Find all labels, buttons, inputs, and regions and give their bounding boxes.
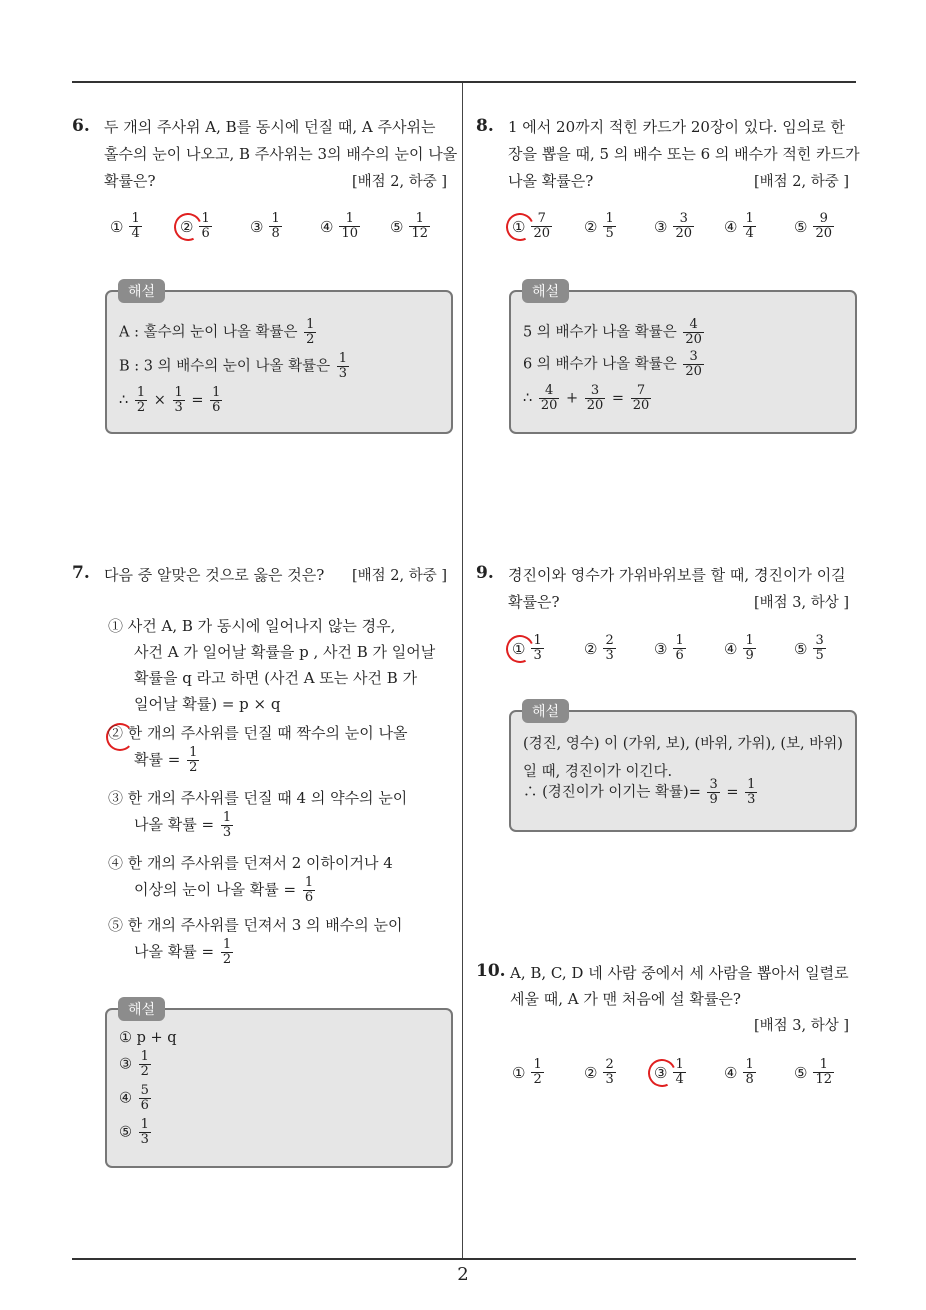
choice-number: ④ [320, 217, 334, 236]
solution-label: 해설 [522, 279, 569, 303]
solution-line: (경진, 영수) 이 (가위, 보), (바위, 가위), (보, 바위) [523, 736, 843, 752]
option-1-line: 사건 A 가 일어날 확률을 p , 사건 B 가 일어날 [134, 643, 436, 661]
choice-number: ⑤ [390, 217, 404, 236]
fraction: $\frac{3}{5}$ [815, 633, 824, 663]
choice-5[interactable] [794, 212, 836, 241]
choice-5[interactable] [390, 212, 432, 241]
choice-1[interactable] [512, 634, 546, 663]
fraction: $\frac{2}{3}$ [605, 633, 614, 663]
choice-5[interactable] [794, 1058, 836, 1087]
solution-box [105, 290, 453, 434]
solution-line: 6 의 배수가 나올 확률은 $\frac{3}{20}$ [523, 349, 702, 379]
fraction: $\frac{1}{6}$ [675, 633, 684, 663]
choice-number: ⑤ [794, 217, 808, 236]
fraction: $\frac{3}{20}$ [675, 211, 692, 241]
score-meta: [배점 2, 하중 ] [352, 568, 448, 584]
solution-line: ∴ (경진이가 이기는 확률)= $\frac{3}{9}$ = $\frac{1}{3}$ [523, 777, 756, 807]
solution-line: B : 3 의 배수의 눈이 나올 확률은 $\frac{1}{3}$ [119, 351, 347, 381]
top-rule [72, 81, 856, 83]
solution-box [509, 710, 857, 832]
option-4-line[interactable]: ④ 한 개의 주사위를 던져서 2 이하이거나 4 [108, 854, 393, 872]
question-number: 6. [72, 116, 90, 136]
choice-number: ② [584, 1063, 598, 1082]
score-meta: [배점 3, 하상 ] [754, 1018, 850, 1034]
choice-4[interactable] [724, 634, 758, 663]
choice-3[interactable] [250, 212, 284, 241]
score-meta: [배점 2, 하중 ] [352, 174, 448, 190]
choice-4[interactable] [724, 1058, 758, 1087]
choice-number: ① [512, 217, 526, 236]
question-text: 세울 때, A 가 맨 처음에 설 확률은? [510, 990, 741, 1008]
fraction: $\frac{1}{8}$ [745, 1057, 754, 1087]
solution-box [509, 290, 857, 434]
page-number: 2 [457, 1264, 469, 1285]
fraction: $\frac{1}{6}$ [201, 211, 210, 241]
choice-1[interactable] [512, 212, 554, 241]
fraction: $\frac{7}{20}$ [533, 211, 550, 241]
question-text: 홀수의 눈이 나오고, B 주사위는 3의 배수의 눈이 나올 [104, 145, 458, 163]
choice-number: ③ [654, 217, 668, 236]
fraction: $\frac{1}{12}$ [815, 1057, 832, 1087]
question-text: 다음 중 알맞은 것으로 옳은 것은? [104, 566, 325, 584]
choice-number: ⑤ [794, 1063, 808, 1082]
question-text: 장을 뽑을 때, 5 의 배수 또는 6 의 배수가 적힌 카드가 [508, 145, 860, 163]
question-text: 확률은? [508, 593, 560, 611]
question-text: 두 개의 주사위 A, B를 동시에 던질 때, A 주사위는 [104, 118, 436, 136]
choice-3[interactable] [654, 634, 688, 663]
fraction: $\frac{1}{10}$ [341, 211, 358, 241]
solution-line: ③ $\frac{1}{2}$ [119, 1049, 149, 1079]
option-5-line: 나올 확률 = $\frac{1}{2}$ [134, 937, 232, 967]
fraction: $\frac{9}{20}$ [815, 211, 832, 241]
question-text: A, B, C, D 네 사람 중에서 세 사람을 뽑아서 일렬로 [510, 964, 849, 982]
choice-number: ④ [724, 1063, 738, 1082]
fraction: $\frac{1}{2}$ [533, 1057, 542, 1087]
fraction: $\frac{1}{9}$ [745, 633, 754, 663]
solution-line: ④ $\frac{5}{6}$ [119, 1083, 149, 1113]
option-4-line: 이상의 눈이 나올 확률 = $\frac{1}{6}$ [134, 875, 314, 905]
solution-line: ⑤ $\frac{1}{3}$ [119, 1117, 149, 1147]
question-text: 나올 확률은? [508, 172, 594, 190]
question-number: 7. [72, 563, 90, 583]
choice-number: ⑤ [794, 639, 808, 658]
choice-2[interactable] [584, 1058, 618, 1087]
choice-number: ④ [724, 639, 738, 658]
question-number: 8. [476, 116, 494, 136]
choice-number: ② [584, 217, 598, 236]
option-5-line[interactable]: ⑤ 한 개의 주사위를 던져서 3 의 배수의 눈이 [108, 916, 403, 934]
choice-3[interactable] [654, 1058, 688, 1087]
solution-line: 5 의 배수가 나올 확률은 $\frac{4}{20}$ [523, 317, 702, 347]
fraction: $\frac{1}{8}$ [271, 211, 280, 241]
bottom-rule [72, 1258, 856, 1260]
solution-line: A : 홀수의 눈이 나올 확률은 $\frac{1}{2}$ [119, 317, 315, 347]
fraction: $\frac{1}{4}$ [745, 211, 754, 241]
option-2-line: 확률 = $\frac{1}{2}$ [134, 745, 198, 775]
solution-label: 해설 [118, 279, 165, 303]
option-1-line[interactable]: ① 사건 A, B 가 동시에 일어나지 않는 경우, [108, 617, 396, 635]
question-text: 1 에서 20까지 적힌 카드가 20장이 있다. 임의로 한 [508, 118, 845, 136]
choice-number: ② [584, 639, 598, 658]
choice-2[interactable] [584, 212, 618, 241]
option-3-line: 나올 확률 = $\frac{1}{3}$ [134, 810, 232, 840]
fraction: $\frac{2}{3}$ [605, 1057, 614, 1087]
solution-label: 해설 [522, 699, 569, 723]
choice-number: ③ [654, 1063, 668, 1082]
column-divider [462, 83, 463, 1258]
option-2-line[interactable]: ② 한 개의 주사위를 던질 때 짝수의 눈이 나올 [108, 724, 408, 742]
fraction: $\frac{1}{5}$ [605, 211, 614, 241]
score-meta: [배점 3, 하상 ] [754, 595, 850, 611]
question-number: 10. [476, 961, 506, 981]
solution-line: 일 때, 경진이가 이긴다. [523, 764, 673, 780]
choice-2[interactable] [180, 212, 214, 241]
fraction: $\frac{1}{3}$ [533, 633, 542, 663]
choice-1[interactable] [512, 1058, 546, 1087]
solution-line: ∴ $\frac{1}{2}$ × $\frac{1}{3}$ = $\frac{1}{6}$ [119, 385, 221, 415]
question-text: 경진이와 영수가 가위바위보를 할 때, 경진이가 이길 [508, 566, 846, 584]
choice-number: ① [110, 217, 124, 236]
solution-box [105, 1008, 453, 1168]
choice-number: ③ [654, 639, 668, 658]
option-1-line: 확률을 q 라고 하면 (사건 A 또는 사건 B 가 [134, 669, 418, 687]
choice-number: ① [512, 639, 526, 658]
fraction: $\frac{1}{12}$ [411, 211, 428, 241]
solution-line: ① p + q [119, 1030, 177, 1046]
choice-number: ② [180, 217, 194, 236]
choice-5[interactable] [794, 634, 828, 663]
solution-label: 해설 [118, 997, 165, 1021]
choice-1[interactable] [110, 212, 144, 241]
choice-number: ④ [724, 217, 738, 236]
score-meta: [배점 2, 하중 ] [754, 174, 850, 190]
question-number: 9. [476, 563, 494, 583]
choice-3[interactable] [654, 212, 696, 241]
option-3-line[interactable]: ③ 한 개의 주사위를 던질 때 4 의 약수의 눈이 [108, 789, 408, 807]
question-text: 확률은? [104, 172, 156, 190]
choice-4[interactable] [724, 212, 758, 241]
choice-number: ① [512, 1063, 526, 1082]
option-1-line: 일어날 확률) = p × q [134, 695, 281, 713]
solution-line: ∴ $\frac{4}{20}$ + $\frac{3}{20}$ = $\frac{7}{20}$ [523, 383, 650, 413]
fraction: $\frac{1}{4}$ [675, 1057, 684, 1087]
choice-2[interactable] [584, 634, 618, 663]
fraction: $\frac{1}{4}$ [131, 211, 140, 241]
choice-4[interactable] [320, 212, 362, 241]
choice-number: ③ [250, 217, 264, 236]
